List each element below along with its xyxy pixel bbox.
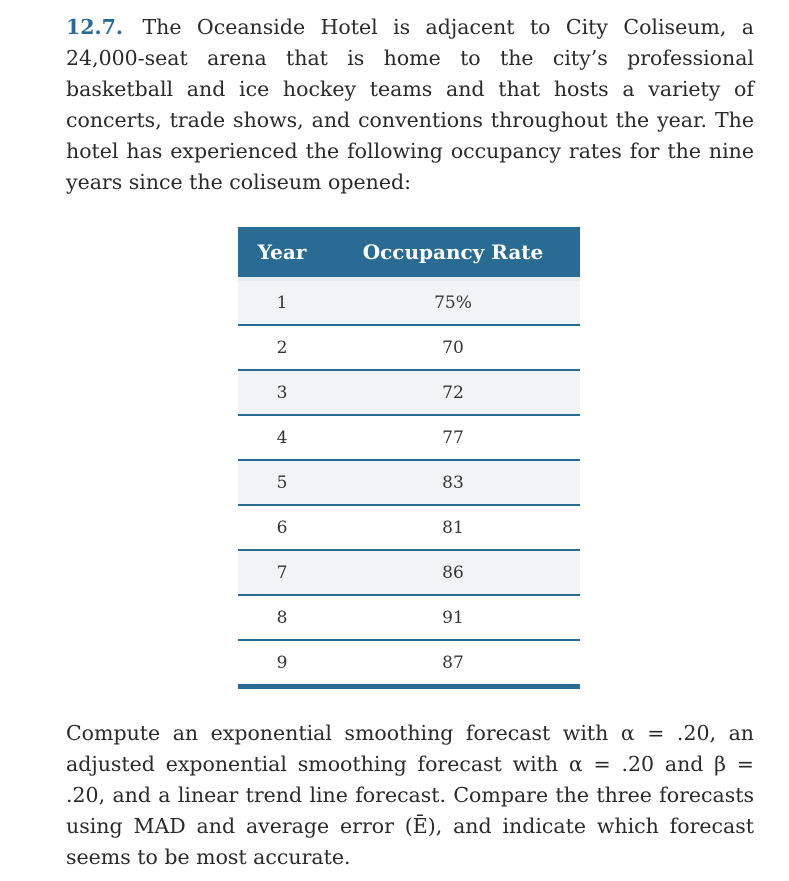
occupancy-rate-cell: 77: [326, 415, 580, 460]
problem-intro-text: The Oceanside Hotel is adjacent to City Coliseum, a 24,000-seat arena that is home to the city’s professional basketball and ice hockey teams and that hosts a variety of concerts, trade shows, and conventions throughout the year. The hotel has experienced the following occupancy rates for the nine years since the coliseum opened:: [66, 15, 754, 194]
year-cell: 4: [238, 415, 326, 460]
year-cell: 6: [238, 505, 326, 550]
occupancy-rate-cell: 70: [326, 325, 580, 370]
table-header-row: [238, 227, 580, 279]
year-cell: 8: [238, 595, 326, 640]
column-header-occupancy-rate: Occupancy Rate: [326, 227, 580, 279]
problem-tasks-paragraph: Compute an exponential smoothing forecast with α = .20, an adjusted exponential smoothing forecast with α = .20 and β = .20, and a linear trend line forecast. Compare the three forecasts using MAD and average error (Ē), and indicate which forecast seems to be most accurate.: [66, 721, 754, 869]
table-row: [238, 415, 580, 460]
table-row: [238, 460, 580, 505]
table-row: [238, 505, 580, 550]
occupancy-table: [238, 227, 580, 689]
occupancy-rate-cell: 83: [326, 460, 580, 505]
table-header: [238, 227, 580, 279]
year-cell: 3: [238, 370, 326, 415]
year-cell: 7: [238, 550, 326, 595]
table-row: [238, 370, 580, 415]
year-cell: 2: [238, 325, 326, 370]
table-row: [238, 595, 580, 640]
year-cell: 5: [238, 460, 326, 505]
occupancy-rate-cell: 75%: [326, 279, 580, 325]
problem-number: 12.7.: [66, 15, 124, 39]
table-row: [238, 279, 580, 325]
year-cell: 1: [238, 279, 326, 325]
occupancy-rate-cell: 72: [326, 370, 580, 415]
problem-intro-paragraph: [66, 12, 754, 198]
table-row: [238, 640, 580, 687]
occupancy-rate-cell: 81: [326, 505, 580, 550]
table-body: [238, 279, 580, 687]
occupancy-rate-cell: 91: [326, 595, 580, 640]
year-cell: 9: [238, 640, 326, 687]
occupancy-rate-cell: 87: [326, 640, 580, 687]
column-header-year: Year: [238, 227, 326, 279]
table-row: [238, 550, 580, 595]
table-row: [238, 325, 580, 370]
occupancy-table-container: [238, 227, 580, 689]
occupancy-rate-cell: 86: [326, 550, 580, 595]
